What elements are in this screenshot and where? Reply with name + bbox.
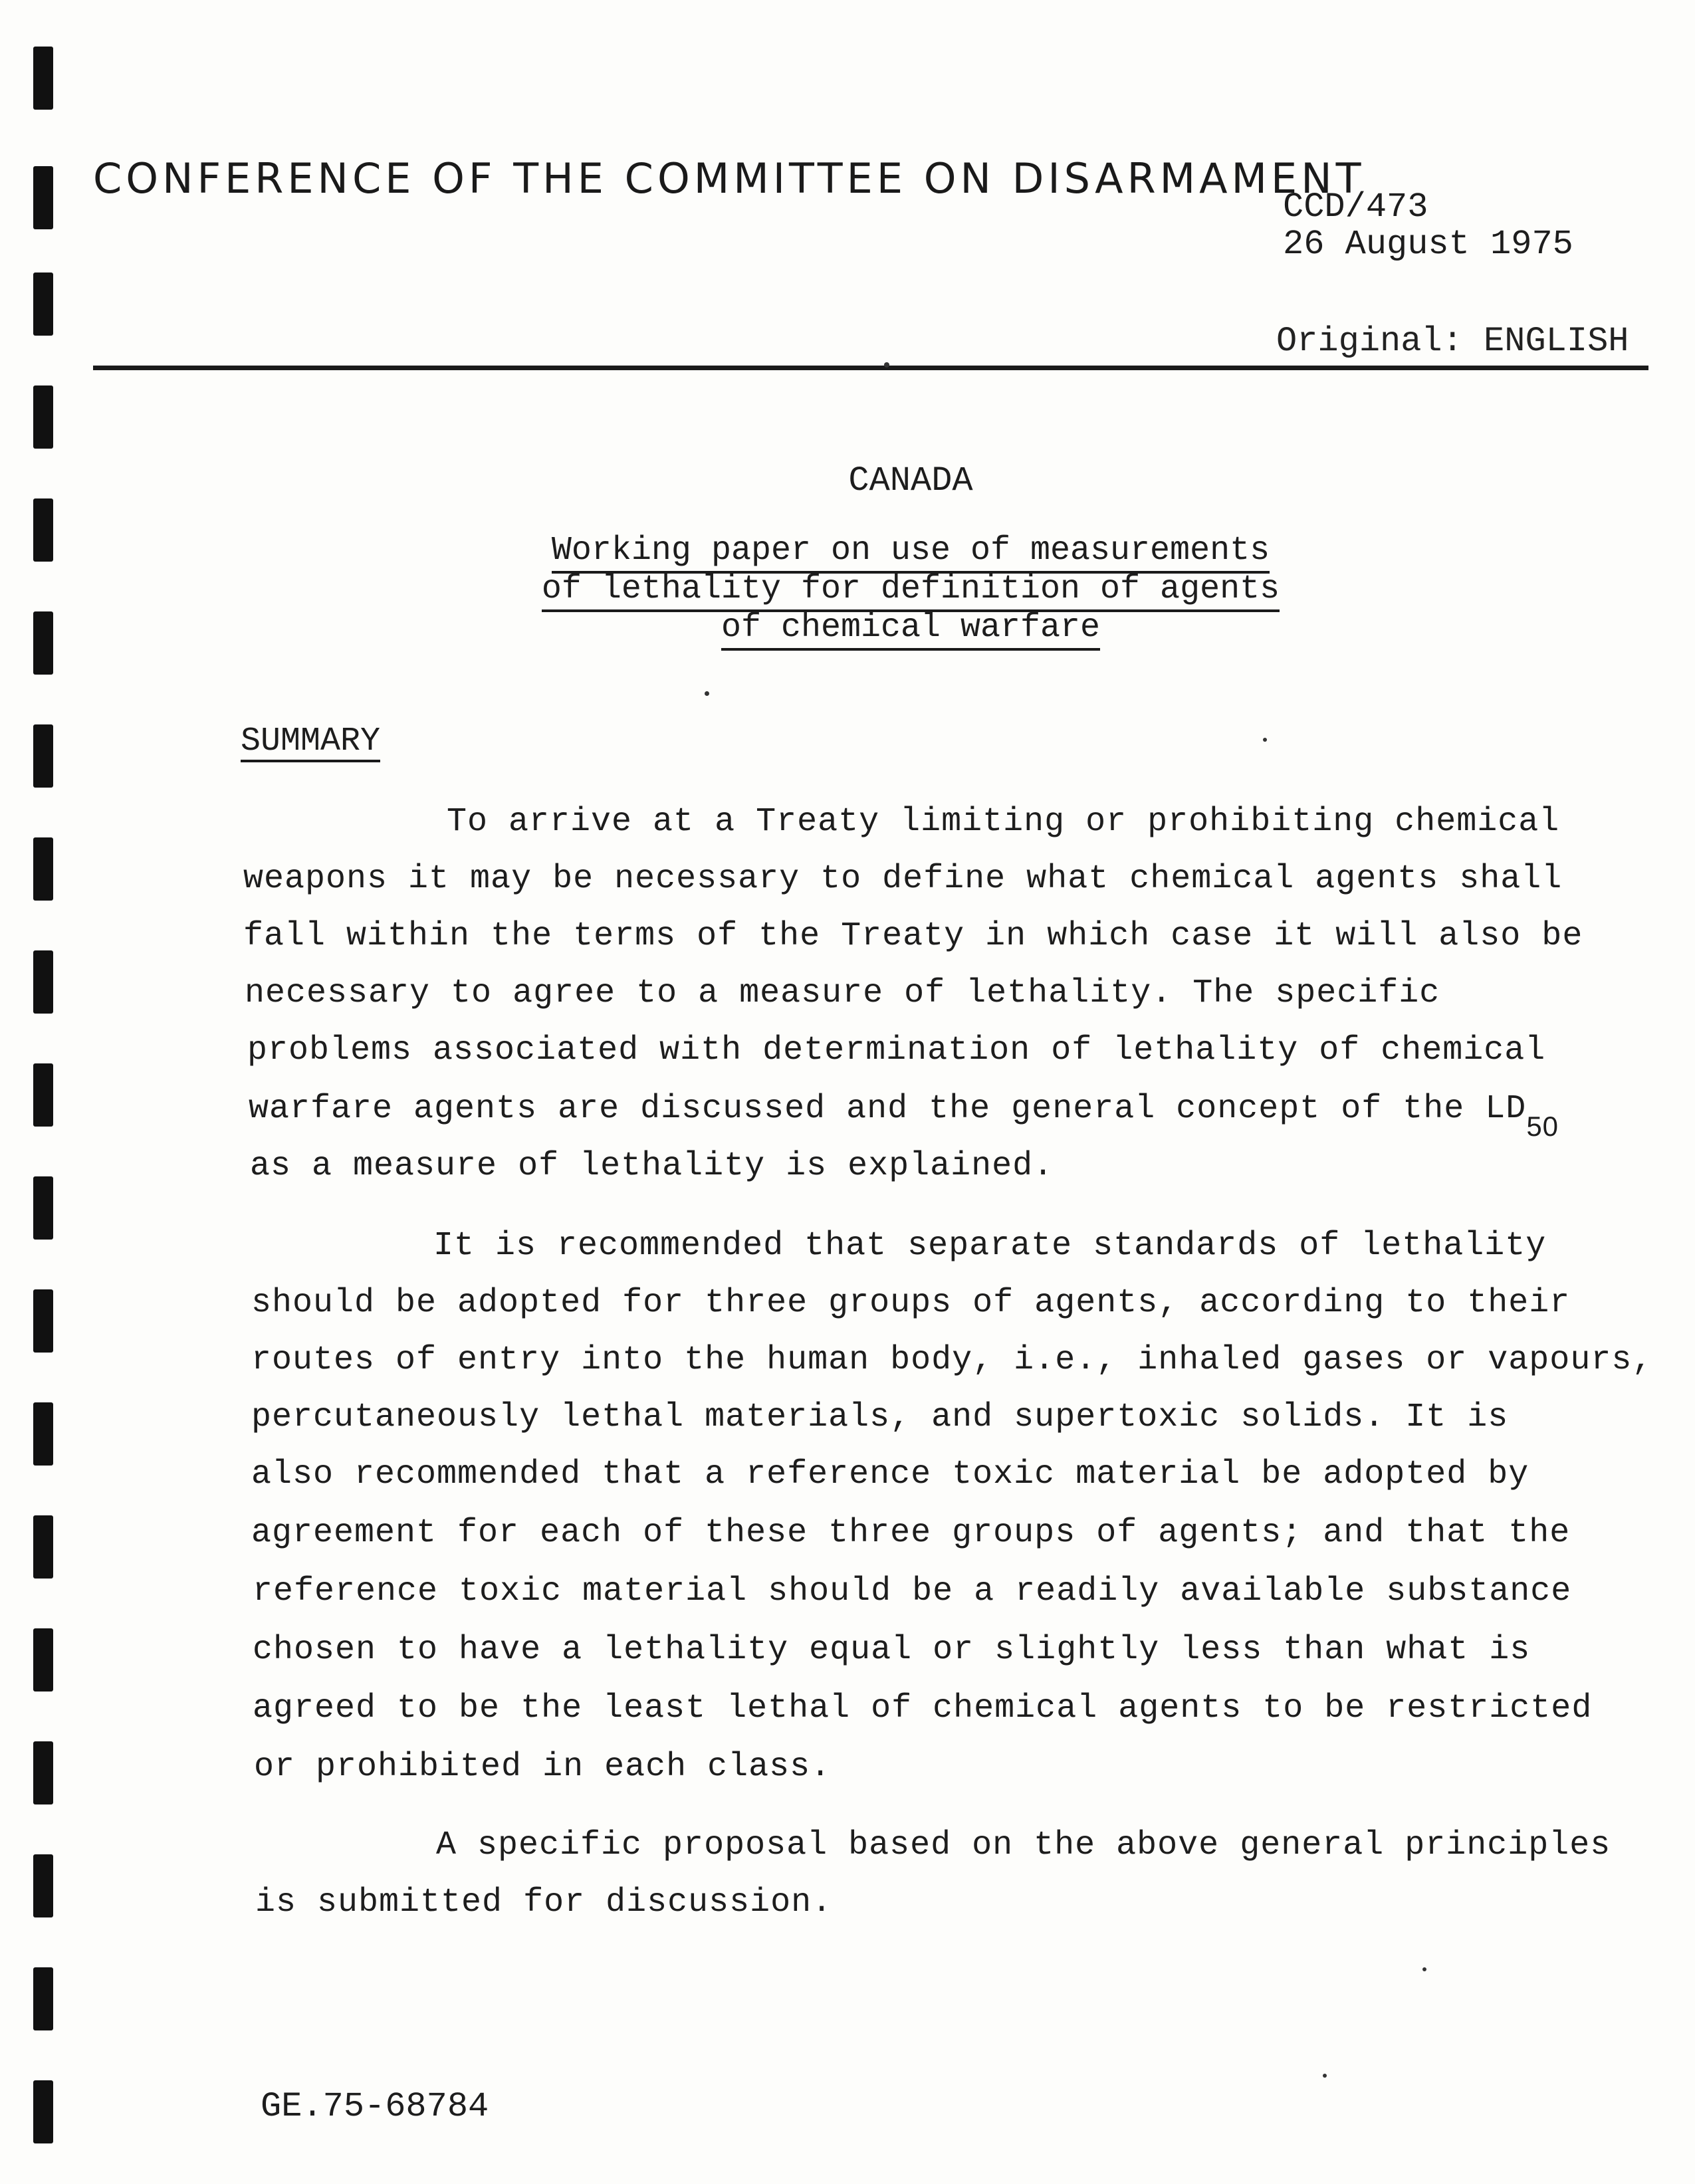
binder-mark bbox=[33, 1289, 53, 1353]
paragraph-line: percutaneously lethal materials, and supertoxic solids. It is bbox=[251, 1398, 1509, 1436]
paragraph-line: To arrive at a Treaty limiting or prohibiting chemical bbox=[447, 803, 1560, 841]
paragraph-line: routes of entry into the human body, i.e., inhaled gases or vapours, bbox=[251, 1341, 1653, 1379]
document-symbol: CCD/473 bbox=[1283, 187, 1428, 227]
paragraph-line: weapons it may be necessary to define what chemical agents shall bbox=[243, 860, 1563, 898]
paragraph-line-text: warfare agents are discussed and the general concept of the LD bbox=[249, 1090, 1527, 1128]
paragraph-line: should be adopted for three groups of agents, according to their bbox=[251, 1284, 1571, 1322]
paragraph-line: problems associated with determination of lethality of chemical bbox=[247, 1032, 1546, 1069]
binder-mark bbox=[33, 1402, 53, 1466]
binder-mark bbox=[33, 47, 53, 110]
title-line-wrap bbox=[0, 532, 1695, 574]
binder-mark bbox=[33, 2080, 53, 2143]
binder-mark bbox=[33, 1063, 53, 1127]
binder-mark bbox=[33, 273, 53, 336]
binder-mark bbox=[33, 1628, 53, 1692]
paragraph-line: or prohibited in each class. bbox=[254, 1748, 832, 1786]
binder-mark bbox=[33, 166, 53, 229]
scan-speck bbox=[884, 362, 889, 368]
title-line-wrap bbox=[0, 570, 1695, 612]
title-line-wrap bbox=[0, 609, 1695, 651]
organization-heading: CONFERENCE OF THE COMMITTEE ON DISARMAMENT bbox=[93, 154, 1365, 203]
scan-speck bbox=[1263, 738, 1267, 742]
paragraph-line: as a measure of lethality is explained. bbox=[250, 1147, 1054, 1185]
footer-reference: GE.75-68784 bbox=[261, 2087, 489, 2126]
document-title-line: Working paper on use of measurements bbox=[552, 532, 1270, 574]
binder-mark bbox=[33, 1741, 53, 1804]
ld50-subscript: 50 bbox=[1526, 1111, 1559, 1142]
binder-mark bbox=[33, 385, 53, 449]
binder-mark bbox=[33, 1515, 53, 1579]
paragraph-line: agreement for each of these three groups of agents; and that the bbox=[251, 1514, 1571, 1552]
binder-mark bbox=[33, 950, 53, 1014]
paragraph-line bbox=[249, 1090, 1559, 1142]
scan-speck bbox=[1422, 1967, 1426, 1971]
binder-mark bbox=[33, 724, 53, 788]
binder-mark bbox=[33, 837, 53, 901]
paragraph-line: reference toxic material should be a readily available substance bbox=[253, 1573, 1572, 1610]
paragraph-line: A specific proposal based on the above general principles bbox=[436, 1826, 1611, 1864]
paragraph-line: is submitted for discussion. bbox=[255, 1884, 833, 1921]
paragraph-line: It is recommended that separate standards of lethality bbox=[433, 1227, 1547, 1265]
header-divider bbox=[93, 366, 1648, 370]
paragraph-line: chosen to have a lethality equal or slightly less than what is bbox=[253, 1631, 1531, 1669]
country-heading: CANADA bbox=[848, 461, 973, 500]
original-language: Original: ENGLISH bbox=[1276, 322, 1629, 361]
scan-speck bbox=[705, 691, 709, 696]
paragraph-line: fall within the terms of the Treaty in which case it will also be bbox=[243, 917, 1583, 955]
paragraph-line: also recommended that a reference toxic material be adopted by bbox=[251, 1456, 1529, 1493]
document-title-line: of lethality for definition of agents bbox=[542, 570, 1280, 612]
binder-mark bbox=[33, 1967, 53, 2030]
paragraph-line: agreed to be the least lethal of chemical agents to be restricted bbox=[253, 1690, 1593, 1727]
scan-speck bbox=[1323, 2074, 1327, 2078]
paragraph-line: necessary to agree to a measure of lethality. The specific bbox=[245, 974, 1440, 1012]
document-date: 26 August 1975 bbox=[1283, 225, 1573, 264]
summary-heading: SUMMARY bbox=[241, 723, 380, 762]
document-title-line: of chemical warfare bbox=[721, 609, 1100, 651]
binder-mark bbox=[33, 1176, 53, 1240]
binder-mark bbox=[33, 1854, 53, 1917]
